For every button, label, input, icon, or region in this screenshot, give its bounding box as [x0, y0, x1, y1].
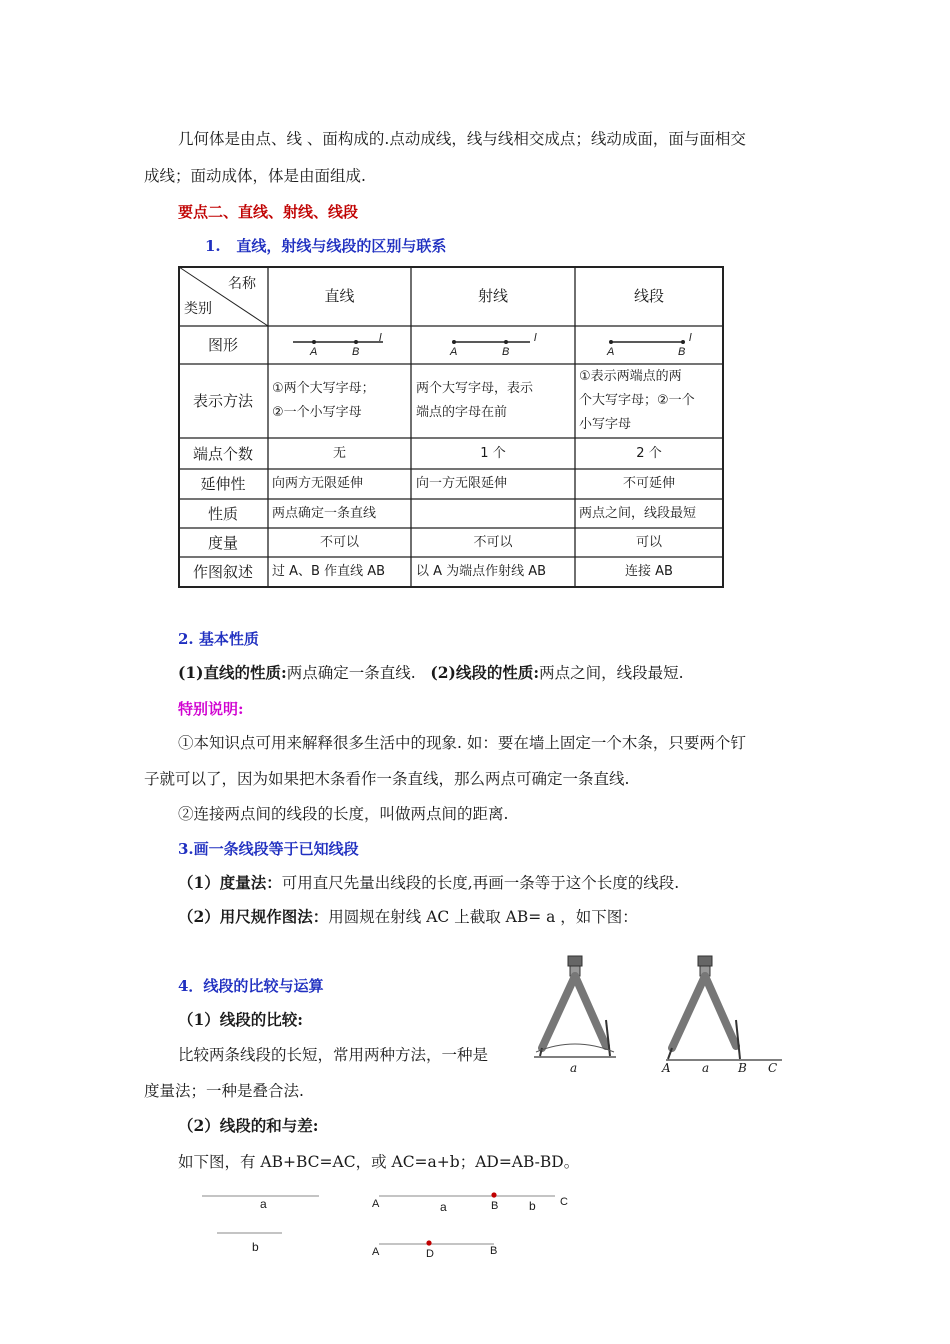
row-label-figure: 图形: [207, 336, 238, 354]
measure-ray: 不可以: [473, 535, 513, 550]
top-line-label-b-seg: b: [529, 1199, 536, 1213]
figure-line-label-a: A: [310, 346, 318, 358]
subsection-1-title: 1. 直线，射线与线段的区别与联系: [205, 237, 447, 255]
extension-ray: 向一方无限延伸: [416, 476, 508, 491]
column-header-ray: 射线: [477, 287, 508, 305]
subsection-2-title: 2. 基本性质: [178, 630, 259, 648]
figure-line-label-l: l: [379, 332, 382, 344]
note-2: ②连接两点间的线段的长度，叫做两点间的距离.: [178, 805, 509, 823]
figure-ray-label-l: l: [534, 332, 537, 344]
endpoints-segment: 2 个: [636, 446, 662, 461]
figure-segment-label-l: l: [689, 332, 692, 344]
figure-ray-label-a: A: [450, 346, 458, 358]
special-note-title: 特别说明:: [178, 700, 244, 718]
construction-segment: 连接 AB: [625, 564, 673, 579]
rep-ray-2: 端点的字母在前: [416, 405, 508, 420]
compass-right-label-a: a: [702, 1061, 710, 1075]
endpoints-line: 无: [332, 446, 346, 461]
corner-bottom-label: 类别: [184, 301, 212, 317]
row-label-extension: 延伸性: [200, 475, 246, 493]
row-label-endpoints: 端点个数: [192, 445, 253, 463]
measure-line: 不可以: [319, 535, 359, 550]
compass-left-label-a: a: [570, 1061, 578, 1075]
rep-line-1: ①两个大写字母；: [272, 381, 375, 396]
top-line-label-b: B: [491, 1200, 499, 1212]
note-1-line-1: ①本知识点可用来解释很多生活中的现象. 如：要在墙上固定一个木条，只要两个钉: [178, 734, 746, 752]
measure-segment: 可以: [635, 535, 662, 550]
property-segment: 两点之间，线段最短: [579, 506, 697, 521]
bottom-line-label-d: D: [426, 1248, 434, 1260]
segment-property-label: (2)线段的性质:: [430, 663, 540, 682]
compare-line-2: 度量法；一种是叠合法.: [144, 1082, 304, 1100]
sumdiff-text: 如下图，有 AB+BC=AC，或 AC=a+b；AD=AB-BD。: [178, 1153, 580, 1171]
top-line-label-a: A: [372, 1198, 380, 1210]
top-line-label-a-seg: a: [440, 1200, 447, 1214]
column-header-line: 直线: [324, 287, 355, 305]
seg-a-label: a: [260, 1197, 267, 1211]
line-property-text: 两点确定一条直线.: [286, 664, 416, 682]
bottom-line-label-b: B: [490, 1245, 498, 1257]
figure-segment-label-a: A: [607, 346, 615, 358]
comparison-table: [178, 266, 724, 588]
compare-line-1: 比较两条线段的长短，常用两种方法，一种是: [178, 1046, 489, 1064]
rep-line-2: ②一个小写字母: [272, 405, 362, 420]
construction-line: 过 A、B 作直线 AB: [272, 564, 386, 579]
figure-line-label-b: B: [352, 346, 360, 358]
method-2-label: （2）用尺规作图法：: [178, 907, 329, 926]
seg-b-label: b: [252, 1240, 259, 1254]
row-label-property: 性质: [207, 505, 238, 523]
point-d-marker: [426, 1240, 431, 1245]
subsection-3-title: 3.画一条线段等于已知线段: [178, 840, 359, 858]
subsection-4-title: 4．线段的比较与运算: [178, 977, 324, 995]
properties-line: [178, 663, 684, 683]
rep-segment-2: 个大写字母；②一个: [579, 393, 695, 408]
segment-property-text: 两点之间，线段最短.: [539, 664, 684, 682]
extension-segment: 不可延伸: [622, 476, 675, 491]
compass-right-label-c: C: [768, 1061, 778, 1075]
compass-figure: [530, 950, 790, 1080]
construction-ray: 以 A 为端点作射线 AB: [416, 564, 547, 579]
figure-ray-label-b: B: [502, 346, 510, 358]
rep-ray-1: 两个大写字母，表示: [416, 381, 534, 396]
column-header-segment: 线段: [633, 287, 664, 305]
compass-right: [666, 956, 782, 1060]
intro-line-2: 成线；面动成体，体是由面组成.: [144, 167, 366, 185]
compass-right-label-b: B: [738, 1061, 747, 1075]
figure-segment-label-b: B: [678, 346, 686, 358]
compare-label: （1）线段的比较:: [178, 1010, 304, 1029]
corner-top-label: 名称: [228, 276, 256, 292]
compass-right-label-a-point: A: [662, 1061, 671, 1075]
method-1: [178, 873, 679, 893]
method-1-label: （1）度量法：: [178, 873, 282, 892]
rep-segment-1: ①表示两端点的两: [579, 369, 682, 384]
sumdiff-label: （2）线段的和与差:: [178, 1116, 319, 1135]
section-title: 要点二、直线、射线、线段: [178, 203, 359, 221]
method-2-text: 用圆规在射线 AC 上截取 AB= a ，如下图：: [328, 908, 638, 926]
extension-line: 向两方无限延伸: [272, 476, 364, 491]
intro-line-1: 几何体是由点、线 、面构成的.点动成线，线与线相交成点；线动成面，面与面相交: [178, 130, 746, 148]
method-2: [178, 907, 638, 927]
endpoints-ray: 1 个: [480, 446, 506, 461]
row-label-representation: 表示方法: [192, 392, 253, 410]
row-label-measure: 度量: [207, 534, 238, 552]
bottom-line-label-a: A: [372, 1246, 380, 1258]
point-b-marker: [491, 1192, 496, 1197]
top-line-label-c: C: [560, 1196, 568, 1208]
row-label-construction: 作图叙述: [192, 563, 253, 581]
property-line: 两点确定一条直线: [272, 506, 377, 521]
compass-left: [534, 956, 616, 1057]
note-1-line-2: 子就可以了，因为如果把木条看作一条直线，那么两点可确定一条直线.: [144, 770, 630, 788]
line-property-label: (1)直线的性质:: [178, 663, 287, 682]
rep-segment-3: 小写字母: [579, 417, 632, 432]
method-1-text: 可用直尺先量出线段的长度,再画一条等于这个长度的线段.: [281, 874, 680, 892]
